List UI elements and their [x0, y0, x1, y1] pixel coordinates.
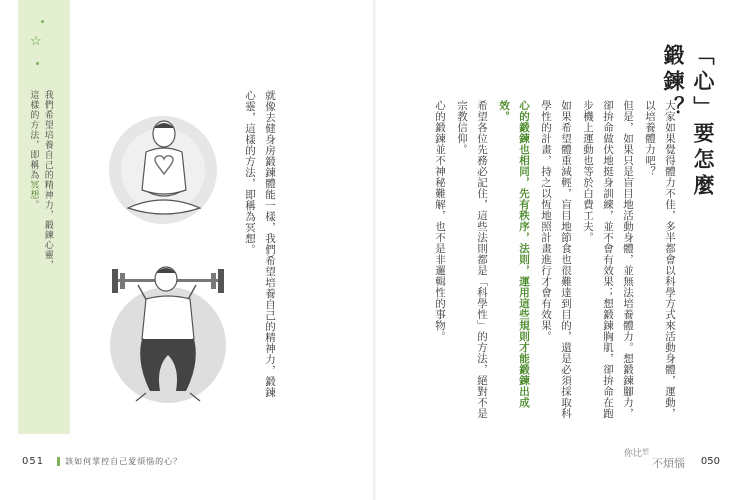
side-note-line2-suffix: 。 — [28, 200, 39, 210]
page-number-right: 050 — [700, 456, 720, 467]
side-note-highlight: 冥想 — [28, 180, 39, 200]
book-gutter — [373, 0, 377, 500]
paragraph-1: 大家如果覺得體力不佳，多半都會以科學方式來活動身體，運動，以培養體力吧？ — [644, 100, 676, 419]
logo-text-main: 不煩惱 — [652, 457, 685, 470]
logo-text-top: 你比 — [624, 449, 643, 459]
paragraph-2: 但是，如果只是盲目地活動身體，並無法培養體力。想鍛鍊腳力，卻拚命做伏地挺身訓練，並不會有效果；想鍛鍊胸肌，卻拚命在跑步機上運動也等於白費工夫。 — [582, 100, 634, 419]
logo-text-mid: 想 — [642, 448, 649, 456]
page-number-left: 051 — [22, 456, 45, 467]
decor-dot — [41, 20, 44, 23]
decor-dot — [36, 62, 39, 65]
left-footer — [22, 456, 182, 467]
footer-bar — [57, 457, 60, 466]
meditation-illustration — [108, 100, 218, 240]
right-body-text — [428, 100, 680, 420]
book-logo — [622, 444, 692, 470]
paragraph-5: 希望各位先務必記住，這些法則都是「科學性」的方法，絕對不是宗教信仰。 — [456, 100, 488, 419]
paragraph-3: 如果希望體重減輕，盲目地節食也很難達到目的，還是必須採取科學性的計畫，持之以恆地照計畫進行才會有效果。 — [540, 100, 572, 419]
side-note — [26, 90, 55, 420]
side-note-line1: 我們希望培養自己的精神力，鍛鍊心靈， — [42, 90, 53, 270]
paragraph-6: 心的鍛鍊並不神秘難解，也不是非邏輯性的事物。 — [434, 100, 446, 342]
weightlifting-illustration — [108, 255, 228, 420]
star-icon: ☆ — [30, 34, 42, 49]
chapter-title: 「心」要怎麼鍛鍊？ — [661, 44, 715, 200]
side-note-line2-prefix: 這樣的方法，即稱為 — [28, 90, 39, 180]
left-paragraph: 就像去健身房鍛鍊體能一樣，我們希望培養自己的精神力，鍛鍊心靈，這樣的方法，即稱為冥想。 — [244, 90, 276, 398]
running-title: 該如何掌控自己愛煩惱的心？ — [65, 457, 183, 466]
highlight-paragraph: 心的鍛鍊也相同，先有秩序，法則，運用這些規則才能鍛鍊出成效。 — [498, 100, 530, 408]
left-body-text — [240, 90, 280, 400]
